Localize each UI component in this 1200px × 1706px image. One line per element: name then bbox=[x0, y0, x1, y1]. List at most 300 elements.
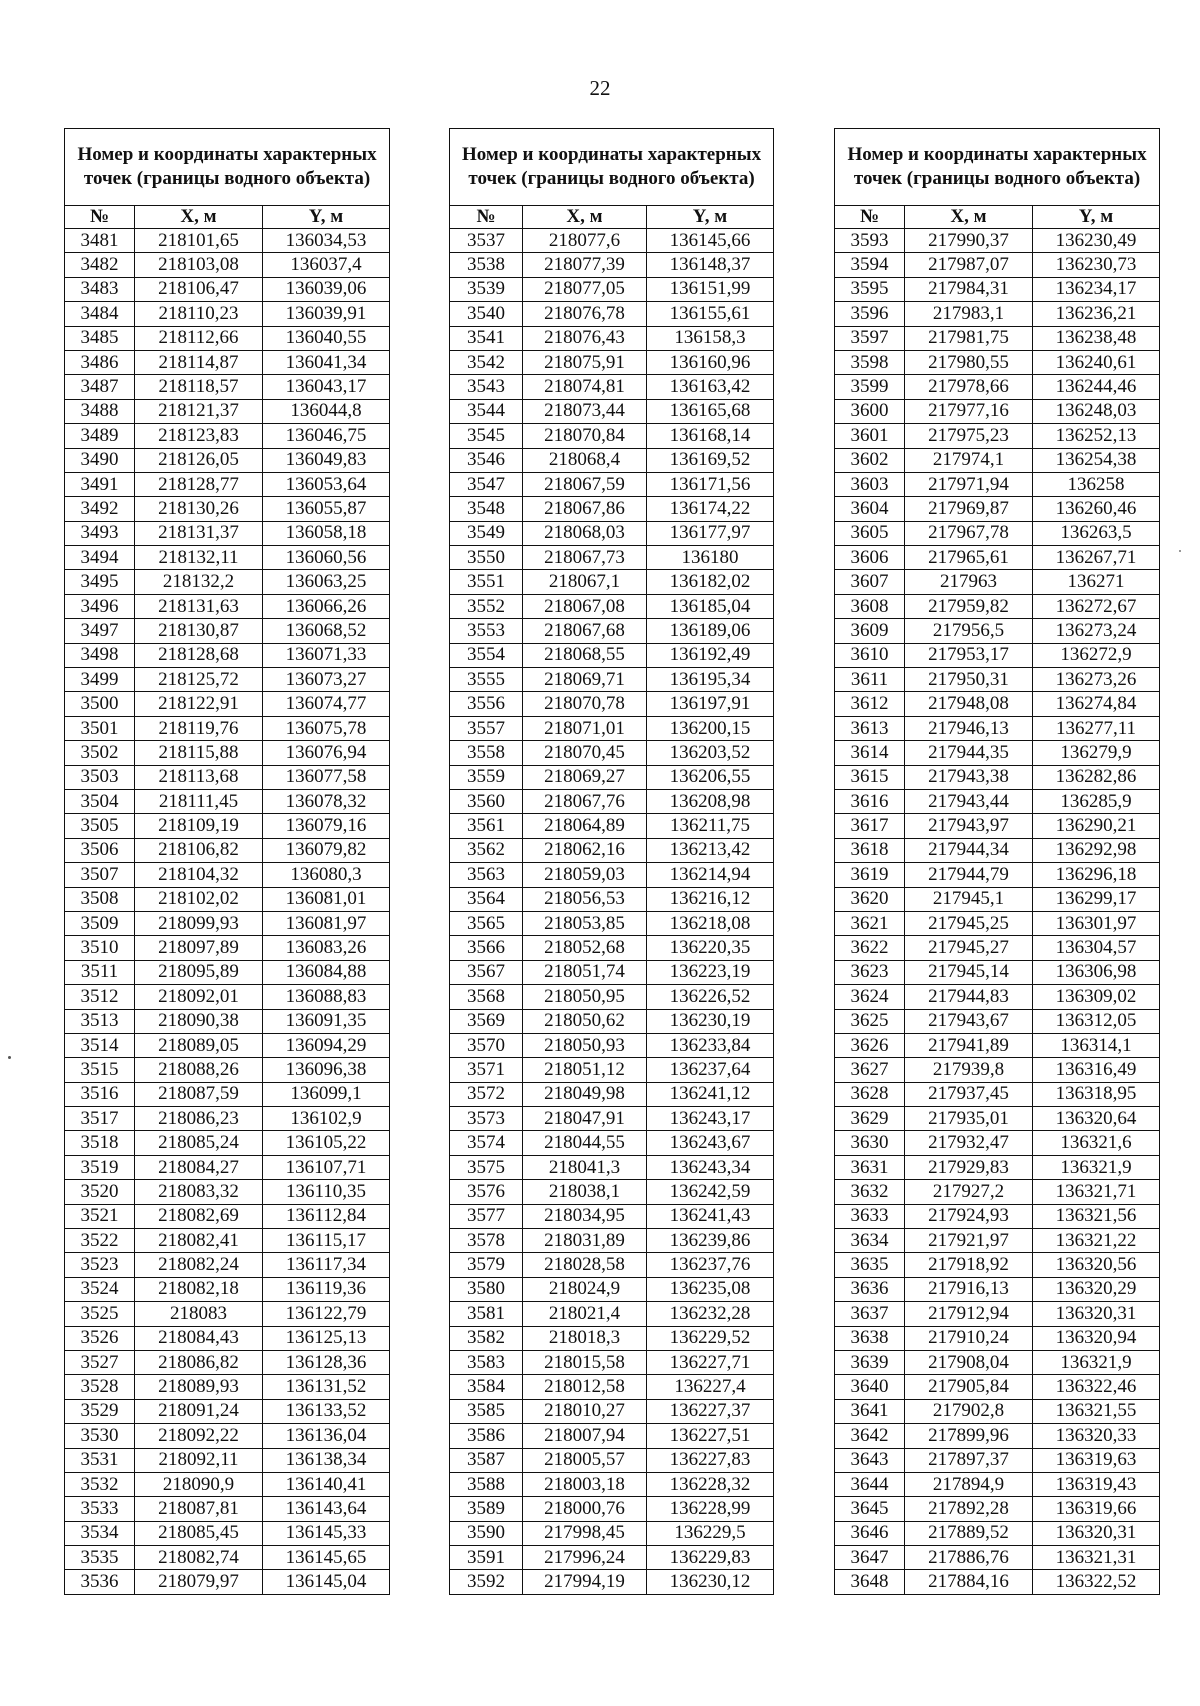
table-row bbox=[65, 472, 390, 496]
x-coordinate-cell: 218070,84 bbox=[523, 424, 647, 448]
table-row bbox=[65, 326, 390, 350]
table-row bbox=[450, 985, 774, 1009]
y-coordinate-cell: 136138,34 bbox=[263, 1448, 390, 1472]
x-coordinate-cell: 217902,8 bbox=[905, 1399, 1033, 1423]
table-row bbox=[450, 1472, 774, 1496]
y-coordinate-cell: 136034,53 bbox=[263, 229, 390, 253]
table-row bbox=[835, 546, 1160, 570]
x-coordinate-cell: 217965,61 bbox=[905, 546, 1033, 570]
point-number-cell: 3516 bbox=[65, 1082, 135, 1106]
point-number-cell: 3515 bbox=[65, 1058, 135, 1082]
table-row bbox=[65, 1472, 390, 1496]
table-row bbox=[450, 1277, 774, 1301]
table-row bbox=[65, 814, 390, 838]
x-coordinate-cell: 218128,68 bbox=[135, 643, 263, 667]
x-coordinate-cell: 218114,87 bbox=[135, 350, 263, 374]
y-coordinate-cell: 136322,46 bbox=[1033, 1375, 1160, 1399]
x-coordinate-cell: 218059,03 bbox=[523, 863, 647, 887]
x-coordinate-cell: 218131,37 bbox=[135, 521, 263, 545]
y-coordinate-cell: 136083,26 bbox=[263, 936, 390, 960]
point-number-cell: 3604 bbox=[835, 497, 905, 521]
point-number-cell: 3626 bbox=[835, 1033, 905, 1057]
table-row bbox=[450, 1521, 774, 1545]
y-coordinate-cell: 136140,41 bbox=[263, 1472, 390, 1496]
x-coordinate-cell: 218109,19 bbox=[135, 814, 263, 838]
page-number: 22 bbox=[589, 76, 611, 100]
point-number-cell: 3582 bbox=[450, 1326, 523, 1350]
y-coordinate-cell: 136238,48 bbox=[1033, 326, 1160, 350]
point-number-cell: 3493 bbox=[65, 521, 135, 545]
y-coordinate-cell: 136088,83 bbox=[263, 985, 390, 1009]
y-coordinate-cell: 136084,88 bbox=[263, 960, 390, 984]
y-coordinate-cell: 136241,12 bbox=[647, 1082, 774, 1106]
y-coordinate-cell: 136272,9 bbox=[1033, 643, 1160, 667]
x-coordinate-cell: 218000,76 bbox=[523, 1497, 647, 1521]
x-coordinate-cell: 218106,82 bbox=[135, 838, 263, 862]
point-number-cell: 3595 bbox=[835, 277, 905, 301]
point-number-cell: 3490 bbox=[65, 448, 135, 472]
point-number-cell: 3531 bbox=[65, 1448, 135, 1472]
table-row bbox=[450, 863, 774, 887]
point-number-cell: 3598 bbox=[835, 350, 905, 374]
point-number-cell: 3592 bbox=[450, 1570, 523, 1594]
table-row bbox=[65, 350, 390, 374]
x-coordinate-cell: 218126,05 bbox=[135, 448, 263, 472]
x-coordinate-cell: 218102,02 bbox=[135, 887, 263, 911]
table-body bbox=[835, 229, 1160, 1595]
table-row bbox=[450, 302, 774, 326]
y-coordinate-cell: 136115,17 bbox=[263, 1229, 390, 1253]
table-row bbox=[65, 302, 390, 326]
table-row bbox=[835, 1155, 1160, 1179]
point-number-cell: 3597 bbox=[835, 326, 905, 350]
point-number-cell: 3614 bbox=[835, 741, 905, 765]
point-number-cell: 3528 bbox=[65, 1375, 135, 1399]
x-coordinate-cell: 218082,41 bbox=[135, 1229, 263, 1253]
table-row bbox=[450, 1497, 774, 1521]
table-caption: Номер и координаты характерных точек (границы водного объекта) bbox=[450, 129, 774, 206]
x-coordinate-cell: 218090,38 bbox=[135, 1009, 263, 1033]
table-row bbox=[65, 1058, 390, 1082]
point-number-cell: 3648 bbox=[835, 1570, 905, 1594]
point-number-cell: 3561 bbox=[450, 814, 523, 838]
y-coordinate-cell: 136133,52 bbox=[263, 1399, 390, 1423]
x-coordinate-cell: 217975,23 bbox=[905, 424, 1033, 448]
table-row bbox=[835, 1058, 1160, 1082]
y-coordinate-cell: 136244,46 bbox=[1033, 375, 1160, 399]
point-number-cell: 3619 bbox=[835, 863, 905, 887]
table-row bbox=[450, 1326, 774, 1350]
x-coordinate-cell: 218050,62 bbox=[523, 1009, 647, 1033]
table-row bbox=[65, 1155, 390, 1179]
x-coordinate-cell: 218128,77 bbox=[135, 472, 263, 496]
point-number-cell: 3526 bbox=[65, 1326, 135, 1350]
point-number-cell: 3567 bbox=[450, 960, 523, 984]
y-coordinate-cell: 136074,77 bbox=[263, 692, 390, 716]
table-row bbox=[65, 1399, 390, 1423]
y-coordinate-cell: 136040,55 bbox=[263, 326, 390, 350]
table-row bbox=[65, 1302, 390, 1326]
x-coordinate-cell: 218089,93 bbox=[135, 1375, 263, 1399]
point-number-cell: 3489 bbox=[65, 424, 135, 448]
x-coordinate-cell: 218018,3 bbox=[523, 1326, 647, 1350]
table-row bbox=[835, 1326, 1160, 1350]
y-coordinate-cell: 136112,84 bbox=[263, 1204, 390, 1228]
y-coordinate-cell: 136136,04 bbox=[263, 1424, 390, 1448]
table-row bbox=[835, 1253, 1160, 1277]
y-coordinate-cell: 136107,71 bbox=[263, 1155, 390, 1179]
x-coordinate-cell: 218041,3 bbox=[523, 1155, 647, 1179]
point-number-cell: 3573 bbox=[450, 1107, 523, 1131]
x-coordinate-cell: 218051,74 bbox=[523, 960, 647, 984]
x-coordinate-cell: 218090,9 bbox=[135, 1472, 263, 1496]
y-coordinate-cell: 136321,71 bbox=[1033, 1180, 1160, 1204]
y-coordinate-cell: 136248,03 bbox=[1033, 399, 1160, 423]
y-coordinate-cell: 136189,06 bbox=[647, 619, 774, 643]
x-coordinate-cell: 217948,08 bbox=[905, 692, 1033, 716]
point-number-cell: 3517 bbox=[65, 1107, 135, 1131]
table-row bbox=[450, 350, 774, 374]
point-number-cell: 3627 bbox=[835, 1058, 905, 1082]
x-coordinate-cell: 218092,11 bbox=[135, 1448, 263, 1472]
y-coordinate-cell: 136081,01 bbox=[263, 887, 390, 911]
y-coordinate-cell: 136292,98 bbox=[1033, 838, 1160, 862]
table-row bbox=[835, 1375, 1160, 1399]
y-coordinate-cell: 136272,67 bbox=[1033, 594, 1160, 618]
x-coordinate-cell: 218038,1 bbox=[523, 1180, 647, 1204]
table-row bbox=[835, 1399, 1160, 1423]
y-coordinate-cell: 136229,5 bbox=[647, 1521, 774, 1545]
y-coordinate-cell: 136218,08 bbox=[647, 911, 774, 935]
x-coordinate-cell: 217969,87 bbox=[905, 497, 1033, 521]
point-number-cell: 3615 bbox=[835, 765, 905, 789]
point-number-cell: 3487 bbox=[65, 375, 135, 399]
y-coordinate-cell: 136254,38 bbox=[1033, 448, 1160, 472]
point-number-cell: 3589 bbox=[450, 1497, 523, 1521]
table-row bbox=[835, 936, 1160, 960]
y-coordinate-cell: 136301,97 bbox=[1033, 911, 1160, 935]
y-coordinate-cell: 136039,06 bbox=[263, 277, 390, 301]
point-number-cell: 3647 bbox=[835, 1546, 905, 1570]
y-coordinate-cell: 136267,71 bbox=[1033, 546, 1160, 570]
point-number-cell: 3506 bbox=[65, 838, 135, 862]
point-number-cell: 3503 bbox=[65, 765, 135, 789]
x-coordinate-cell: 218021,4 bbox=[523, 1302, 647, 1326]
point-number-cell: 3501 bbox=[65, 716, 135, 740]
y-coordinate-cell: 136258 bbox=[1033, 472, 1160, 496]
x-coordinate-cell: 218111,45 bbox=[135, 789, 263, 813]
point-number-cell: 3609 bbox=[835, 619, 905, 643]
y-coordinate-cell: 136177,97 bbox=[647, 521, 774, 545]
point-number-cell: 3536 bbox=[65, 1570, 135, 1594]
point-number-cell: 3488 bbox=[65, 399, 135, 423]
point-number-cell: 3576 bbox=[450, 1180, 523, 1204]
x-coordinate-cell: 217889,52 bbox=[905, 1521, 1033, 1545]
table-row bbox=[450, 448, 774, 472]
table-row bbox=[450, 1399, 774, 1423]
y-coordinate-cell: 136145,04 bbox=[263, 1570, 390, 1594]
scan-speck bbox=[1179, 550, 1181, 552]
point-number-cell: 3618 bbox=[835, 838, 905, 862]
point-number-cell: 3580 bbox=[450, 1277, 523, 1301]
y-coordinate-cell: 136227,71 bbox=[647, 1350, 774, 1374]
y-coordinate-cell: 136320,56 bbox=[1033, 1253, 1160, 1277]
point-number-cell: 3557 bbox=[450, 716, 523, 740]
y-coordinate-cell: 136079,82 bbox=[263, 838, 390, 862]
table-row bbox=[835, 472, 1160, 496]
point-number-cell: 3610 bbox=[835, 643, 905, 667]
x-coordinate-cell: 218069,27 bbox=[523, 765, 647, 789]
y-coordinate-cell: 136039,91 bbox=[263, 302, 390, 326]
x-coordinate-cell: 217894,9 bbox=[905, 1472, 1033, 1496]
table-row bbox=[450, 229, 774, 253]
y-coordinate-cell: 136274,84 bbox=[1033, 692, 1160, 716]
y-coordinate-cell: 136321,9 bbox=[1033, 1350, 1160, 1374]
y-coordinate-cell: 136320,33 bbox=[1033, 1424, 1160, 1448]
point-number-cell: 3630 bbox=[835, 1131, 905, 1155]
x-coordinate-cell: 218132,11 bbox=[135, 546, 263, 570]
point-number-cell: 3571 bbox=[450, 1058, 523, 1082]
table-row bbox=[835, 1204, 1160, 1228]
x-coordinate-cell: 218067,59 bbox=[523, 472, 647, 496]
point-number-cell: 3638 bbox=[835, 1326, 905, 1350]
x-coordinate-cell: 218044,55 bbox=[523, 1131, 647, 1155]
table-row bbox=[835, 716, 1160, 740]
x-coordinate-cell: 218051,12 bbox=[523, 1058, 647, 1082]
table-row bbox=[65, 1570, 390, 1594]
y-coordinate-cell: 136227,4 bbox=[647, 1375, 774, 1399]
x-coordinate-cell: 218005,57 bbox=[523, 1448, 647, 1472]
point-number-cell: 3603 bbox=[835, 472, 905, 496]
x-coordinate-cell: 218131,63 bbox=[135, 594, 263, 618]
coordinates-table-3 bbox=[834, 128, 1160, 1595]
table-row bbox=[835, 424, 1160, 448]
point-number-cell: 3565 bbox=[450, 911, 523, 935]
y-coordinate-cell: 136155,61 bbox=[647, 302, 774, 326]
table-row bbox=[835, 375, 1160, 399]
x-coordinate-cell: 218073,44 bbox=[523, 399, 647, 423]
table-row bbox=[65, 1009, 390, 1033]
y-coordinate-cell: 136227,37 bbox=[647, 1399, 774, 1423]
x-coordinate-cell: 218074,81 bbox=[523, 375, 647, 399]
x-coordinate-cell: 217929,83 bbox=[905, 1155, 1033, 1179]
x-coordinate-cell: 218119,76 bbox=[135, 716, 263, 740]
point-number-cell: 3494 bbox=[65, 546, 135, 570]
x-coordinate-cell: 217945,14 bbox=[905, 960, 1033, 984]
point-number-cell: 3634 bbox=[835, 1229, 905, 1253]
x-coordinate-cell: 218125,72 bbox=[135, 668, 263, 692]
table-row bbox=[450, 1448, 774, 1472]
y-coordinate-cell: 136128,36 bbox=[263, 1350, 390, 1374]
x-coordinate-cell: 217956,5 bbox=[905, 619, 1033, 643]
y-coordinate-cell: 136063,25 bbox=[263, 570, 390, 594]
x-coordinate-cell: 217943,97 bbox=[905, 814, 1033, 838]
column-header-number: № bbox=[65, 206, 135, 229]
y-coordinate-cell: 136296,18 bbox=[1033, 863, 1160, 887]
point-number-cell: 3585 bbox=[450, 1399, 523, 1423]
x-coordinate-cell: 217912,94 bbox=[905, 1302, 1033, 1326]
table-row bbox=[450, 1082, 774, 1106]
x-coordinate-cell: 218112,66 bbox=[135, 326, 263, 350]
table-row bbox=[835, 521, 1160, 545]
x-coordinate-cell: 218064,89 bbox=[523, 814, 647, 838]
point-number-cell: 3510 bbox=[65, 936, 135, 960]
x-coordinate-cell: 218130,26 bbox=[135, 497, 263, 521]
x-coordinate-cell: 217910,24 bbox=[905, 1326, 1033, 1350]
y-coordinate-cell: 136260,46 bbox=[1033, 497, 1160, 521]
point-number-cell: 3485 bbox=[65, 326, 135, 350]
table-row bbox=[835, 570, 1160, 594]
table-row bbox=[835, 863, 1160, 887]
table-row bbox=[450, 887, 774, 911]
table-row bbox=[450, 1253, 774, 1277]
y-coordinate-cell: 136232,28 bbox=[647, 1302, 774, 1326]
y-coordinate-cell: 136163,42 bbox=[647, 375, 774, 399]
y-coordinate-cell: 136071,33 bbox=[263, 643, 390, 667]
point-number-cell: 3642 bbox=[835, 1424, 905, 1448]
point-number-cell: 3578 bbox=[450, 1229, 523, 1253]
table-row bbox=[835, 765, 1160, 789]
x-coordinate-cell: 218106,47 bbox=[135, 277, 263, 301]
y-coordinate-cell: 136078,32 bbox=[263, 789, 390, 813]
x-coordinate-cell: 218082,74 bbox=[135, 1546, 263, 1570]
point-number-cell: 3534 bbox=[65, 1521, 135, 1545]
y-coordinate-cell: 136321,6 bbox=[1033, 1131, 1160, 1155]
table-row bbox=[450, 692, 774, 716]
y-coordinate-cell: 136148,37 bbox=[647, 253, 774, 277]
table-row bbox=[65, 229, 390, 253]
table-row bbox=[450, 1546, 774, 1570]
point-number-cell: 3628 bbox=[835, 1082, 905, 1106]
point-number-cell: 3587 bbox=[450, 1448, 523, 1472]
point-number-cell: 3637 bbox=[835, 1302, 905, 1326]
table-row bbox=[450, 1033, 774, 1057]
table-row bbox=[835, 229, 1160, 253]
table-row bbox=[835, 1448, 1160, 1472]
point-number-cell: 3542 bbox=[450, 350, 523, 374]
y-coordinate-cell: 136320,64 bbox=[1033, 1107, 1160, 1131]
point-number-cell: 3574 bbox=[450, 1131, 523, 1155]
table-row bbox=[450, 570, 774, 594]
y-coordinate-cell: 136240,61 bbox=[1033, 350, 1160, 374]
table-row bbox=[835, 985, 1160, 1009]
x-coordinate-cell: 218028,58 bbox=[523, 1253, 647, 1277]
table-row bbox=[65, 692, 390, 716]
table-row bbox=[65, 619, 390, 643]
y-coordinate-cell: 136216,12 bbox=[647, 887, 774, 911]
table-row bbox=[835, 1472, 1160, 1496]
point-number-cell: 3600 bbox=[835, 399, 905, 423]
y-coordinate-cell: 136318,95 bbox=[1033, 1082, 1160, 1106]
point-number-cell: 3504 bbox=[65, 789, 135, 813]
point-number-cell: 3590 bbox=[450, 1521, 523, 1545]
point-number-cell: 3631 bbox=[835, 1155, 905, 1179]
x-coordinate-cell: 217886,76 bbox=[905, 1546, 1033, 1570]
table-row bbox=[450, 399, 774, 423]
table-row bbox=[65, 1180, 390, 1204]
point-number-cell: 3613 bbox=[835, 716, 905, 740]
y-coordinate-cell: 136151,99 bbox=[647, 277, 774, 301]
table-row bbox=[450, 1107, 774, 1131]
x-coordinate-cell: 218010,27 bbox=[523, 1399, 647, 1423]
x-coordinate-cell: 218077,6 bbox=[523, 229, 647, 253]
y-coordinate-cell: 136228,32 bbox=[647, 1472, 774, 1496]
y-coordinate-cell: 136145,66 bbox=[647, 229, 774, 253]
y-coordinate-cell: 136099,1 bbox=[263, 1082, 390, 1106]
y-coordinate-cell: 136076,94 bbox=[263, 741, 390, 765]
table-row bbox=[450, 911, 774, 935]
x-coordinate-cell: 218077,05 bbox=[523, 277, 647, 301]
table-row bbox=[835, 399, 1160, 423]
y-coordinate-cell: 136320,29 bbox=[1033, 1277, 1160, 1301]
point-number-cell: 3572 bbox=[450, 1082, 523, 1106]
y-coordinate-cell: 136227,83 bbox=[647, 1448, 774, 1472]
y-coordinate-cell: 136242,59 bbox=[647, 1180, 774, 1204]
table-row bbox=[450, 1375, 774, 1399]
table-row bbox=[65, 1131, 390, 1155]
column-header-y: Y, м bbox=[647, 206, 774, 229]
table-row bbox=[65, 765, 390, 789]
table-row bbox=[65, 1350, 390, 1374]
x-coordinate-cell: 217953,17 bbox=[905, 643, 1033, 667]
point-number-cell: 3532 bbox=[65, 1472, 135, 1496]
table-row bbox=[450, 1229, 774, 1253]
y-coordinate-cell: 136312,05 bbox=[1033, 1009, 1160, 1033]
y-coordinate-cell: 136145,65 bbox=[263, 1546, 390, 1570]
point-number-cell: 3581 bbox=[450, 1302, 523, 1326]
x-coordinate-cell: 218118,57 bbox=[135, 375, 263, 399]
y-coordinate-cell: 136243,67 bbox=[647, 1131, 774, 1155]
x-coordinate-cell: 218083 bbox=[135, 1302, 263, 1326]
table-row bbox=[65, 1326, 390, 1350]
table-row bbox=[450, 619, 774, 643]
point-number-cell: 3492 bbox=[65, 497, 135, 521]
point-number-cell: 3599 bbox=[835, 375, 905, 399]
x-coordinate-cell: 218069,71 bbox=[523, 668, 647, 692]
table-row bbox=[835, 1180, 1160, 1204]
table-row bbox=[65, 570, 390, 594]
table-row bbox=[835, 887, 1160, 911]
point-number-cell: 3568 bbox=[450, 985, 523, 1009]
point-number-cell: 3540 bbox=[450, 302, 523, 326]
table-row bbox=[65, 497, 390, 521]
point-number-cell: 3644 bbox=[835, 1472, 905, 1496]
x-coordinate-cell: 218086,23 bbox=[135, 1107, 263, 1131]
table-row bbox=[65, 789, 390, 813]
table-row bbox=[835, 594, 1160, 618]
table-row bbox=[65, 1277, 390, 1301]
x-coordinate-cell: 218083,32 bbox=[135, 1180, 263, 1204]
table-row bbox=[450, 1350, 774, 1374]
column-header-number: № bbox=[835, 206, 905, 229]
y-coordinate-cell: 136094,29 bbox=[263, 1033, 390, 1057]
point-number-cell: 3550 bbox=[450, 546, 523, 570]
x-coordinate-cell: 218121,37 bbox=[135, 399, 263, 423]
y-coordinate-cell: 136241,43 bbox=[647, 1204, 774, 1228]
table-row bbox=[835, 1033, 1160, 1057]
table-row bbox=[835, 1131, 1160, 1155]
point-number-cell: 3596 bbox=[835, 302, 905, 326]
x-coordinate-cell: 217950,31 bbox=[905, 668, 1033, 692]
x-coordinate-cell: 218099,93 bbox=[135, 911, 263, 935]
x-coordinate-cell: 217935,01 bbox=[905, 1107, 1033, 1131]
point-number-cell: 3547 bbox=[450, 472, 523, 496]
y-coordinate-cell: 136053,64 bbox=[263, 472, 390, 496]
point-number-cell: 3544 bbox=[450, 399, 523, 423]
point-number-cell: 3641 bbox=[835, 1399, 905, 1423]
x-coordinate-cell: 217897,37 bbox=[905, 1448, 1033, 1472]
point-number-cell: 3491 bbox=[65, 472, 135, 496]
